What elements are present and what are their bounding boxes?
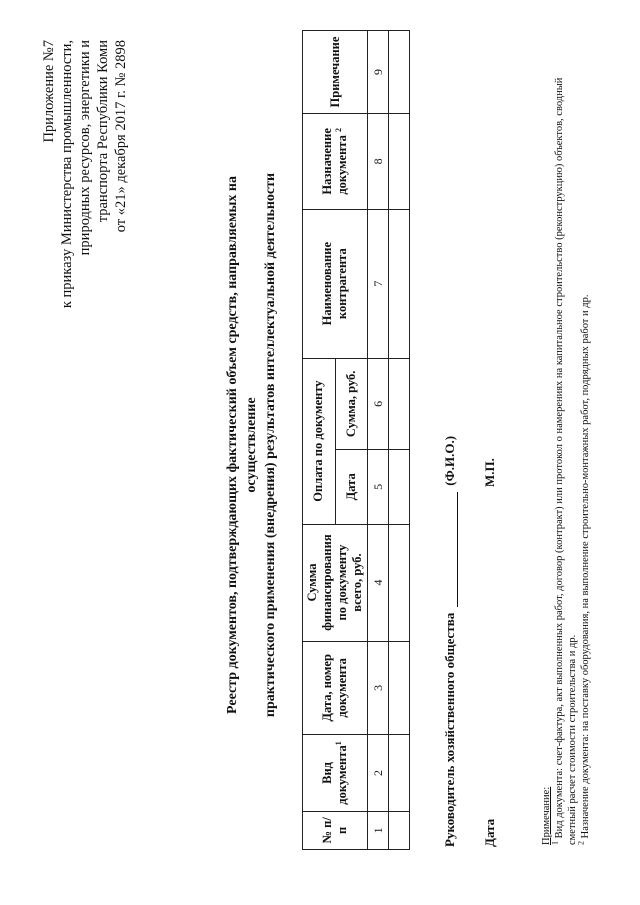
ministry-line-2: транспорта Республики Коми bbox=[95, 40, 111, 223]
footnote-2 bbox=[576, 45, 592, 845]
footnote-mark-1: 1 bbox=[333, 741, 343, 746]
signature-blank bbox=[445, 492, 458, 607]
empty-cell bbox=[389, 209, 410, 358]
col-header-doc-type bbox=[303, 735, 368, 812]
footnote-1-text: Вид документа: счет-фактура, акт выполненных работ, договор (контракт) или протокол о намерениях на капитальное строительство (реконструкцию) объектов, сводный сметный расчет стоимости строительства и др. bbox=[554, 77, 578, 845]
col-header-payment-group: Оплата по документу bbox=[303, 358, 336, 524]
column-number-row bbox=[368, 31, 389, 850]
register-table bbox=[302, 30, 410, 850]
date-stamp-line bbox=[482, 447, 498, 847]
footnote-mark-2: 2 bbox=[333, 128, 343, 133]
empty-cell bbox=[389, 811, 410, 849]
col-header-num: № п/п bbox=[303, 811, 368, 849]
empty-cell bbox=[389, 524, 410, 641]
empty-cell bbox=[389, 31, 410, 114]
empty-cell bbox=[389, 114, 410, 210]
title-line-1: Реестр документов, подтверждающих фактический объем средств, направляемых на осуществление bbox=[225, 176, 259, 715]
col-header-doc-type-text: Вид документа bbox=[320, 745, 349, 805]
footnote-2-text: Назначение документа: на поставку оборудования, на выполнение строительно-монтажных работ, подрядных работ и др. bbox=[580, 294, 591, 839]
appendix-header bbox=[40, 40, 130, 420]
column-number-cell: 2 bbox=[368, 735, 389, 812]
column-number-cell: 8 bbox=[368, 114, 389, 210]
notes-heading: Примечание: bbox=[541, 786, 552, 845]
footnotes bbox=[540, 45, 592, 845]
signature-label: Руководитель хозяйственного общества bbox=[442, 612, 457, 847]
col-header-financing: Сумма финансирования по документу всего, руб. bbox=[303, 524, 368, 641]
order-date-line: от «21» декабря 2017 г. № 2898 bbox=[113, 40, 129, 233]
empty-data-row bbox=[389, 31, 410, 850]
footnote-1-mark: 1 bbox=[550, 841, 560, 845]
col-header-payment-date: Дата bbox=[335, 450, 368, 524]
date-label: Дата bbox=[482, 818, 497, 847]
footnote-1 bbox=[550, 45, 579, 845]
column-number-cell: 7 bbox=[368, 209, 389, 358]
column-number-cell: 1 bbox=[368, 811, 389, 849]
column-number-cell: 4 bbox=[368, 524, 389, 641]
empty-cell bbox=[389, 735, 410, 812]
column-number-cell: 9 bbox=[368, 31, 389, 114]
col-header-purpose-text: Назначение документа bbox=[320, 128, 349, 195]
column-number-cell: 3 bbox=[368, 641, 389, 735]
empty-cell bbox=[389, 358, 410, 449]
column-number-cell: 5 bbox=[368, 450, 389, 524]
signature-fio: (Ф.И.О.) bbox=[442, 435, 457, 486]
col-header-date-number: Дата, номер документа bbox=[303, 641, 368, 735]
signature-line bbox=[442, 436, 458, 847]
document-title bbox=[223, 135, 280, 755]
col-header-note: Примечание bbox=[303, 31, 368, 114]
col-header-payment-sum: Сумма, руб. bbox=[335, 358, 368, 449]
column-number-cell: 6 bbox=[368, 358, 389, 449]
order-reference-line: к приказу Министерства промышленности, bbox=[59, 40, 75, 309]
stamp-label: М.П. bbox=[482, 458, 497, 487]
title-line-2: практического применения (внедрения) результатов интеллектуальной деятельности bbox=[263, 172, 278, 718]
col-header-purpose bbox=[303, 114, 368, 210]
ministry-line: природных ресурсов, энергетики и bbox=[77, 40, 93, 256]
col-header-counterparty: Наименование контрагента bbox=[303, 209, 368, 358]
appendix-number: Приложение №7 bbox=[41, 40, 57, 143]
footnote-2-mark: 2 bbox=[576, 841, 586, 845]
empty-cell bbox=[389, 641, 410, 735]
empty-cell bbox=[389, 450, 410, 524]
